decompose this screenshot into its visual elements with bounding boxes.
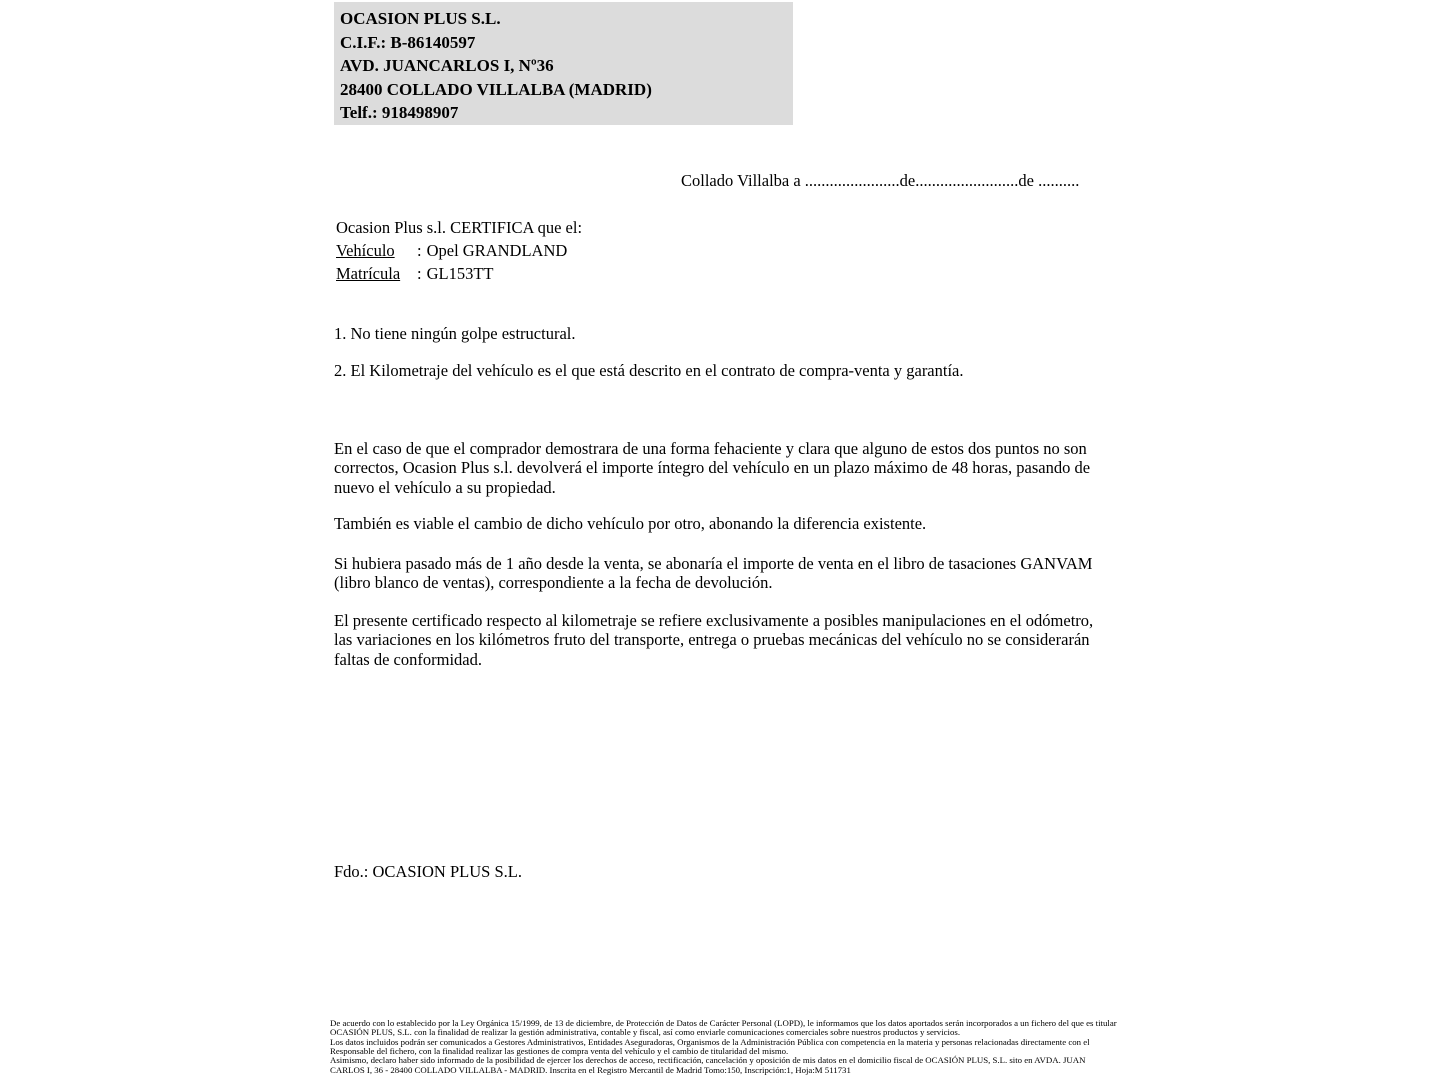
body-paragraph-odometer: El presente certificado respecto al kilometraje se refiere exclusivamente a posibles manipulaciones en el odómetro, las variaciones en los kilómetros fruto del transporte, entrega o pruebas mecánicas del vehículo no se considerarán faltas de conformidad. <box>334 611 1094 669</box>
legal-footer-line: OCASIÓN PLUS, S.L. con la finalidad de realizar la gestión administrativa, contable y fiscal, así como enviarle comunicaciones comerciales sobre nuestros productos y servicios. <box>330 1027 961 1038</box>
certification-block <box>336 216 582 286</box>
legal-footer-line: CARLOS I, 36 - 28400 COLLADO VILLALBA - MADRID. Inscrita en el Registro Mercantil de Madrid Tomo:150, Inscripción:1, Hoja:M 511731 <box>330 1064 851 1075</box>
company-header-box <box>334 2 793 125</box>
vehicle-field-separator: : <box>417 241 422 261</box>
vehicle-field-value: Opel GRANDLAND <box>426 241 568 261</box>
plate-field-label: Matrícula <box>336 264 401 284</box>
company-name: OCASION PLUS S.L. <box>340 9 501 28</box>
legal-footer <box>330 1019 1117 1075</box>
legal-footer-line: Los datos incluidos podrán ser comunicados a Gestores Administrativos, Entidades Aseguradoras, Organismos de la Administración Pública con competencia en la materia y personas relacionadas directamente con el <box>330 1036 1090 1047</box>
vehicle-field-row <box>336 239 582 262</box>
certification-intro: Ocasion Plus s.l. CERTIFICA que el: <box>336 218 583 237</box>
company-address: AVD. JUANCARLOS I, Nº36 <box>340 56 554 76</box>
company-phone: Telf.: 918498907 <box>340 103 459 123</box>
date-line: Collado Villalba a .......................de.........................de .......... <box>681 171 1080 190</box>
legal-footer-line: Responsable del fichero, con la finalidad realizar las gestiones de compra venta del vehículo y el cambio de titularidad del mismo. <box>330 1046 789 1057</box>
certification-point-2: 2. El Kilometraje del vehículo es el que está descrito en el contrato de compra-venta y garantía. <box>334 361 964 380</box>
signature-line: Fdo.: OCASION PLUS S.L. <box>334 862 522 881</box>
legal-footer-line: De acuerdo con lo establecido por la Ley Orgánica 15/1999, de 13 de diciembre, de Protección de Datos de Carácter Personal (LOPD), le informamos que los datos aportados serán incorporados a un fichero del que es titular <box>330 1018 1117 1028</box>
vehicle-field-label: Vehículo <box>336 241 395 261</box>
body-paragraph-ganvam: Si hubiera pasado más de 1 año desde la venta, se abonaría el importe de venta en el libro de tasaciones GANVAM (libro blanco de ventas), correspondiente a la fecha de devolución. <box>334 554 1093 593</box>
plate-field-separator: : <box>417 264 422 284</box>
plate-field-row <box>336 262 582 285</box>
certification-point-1: 1. No tiene ningún golpe estructural. <box>334 324 576 343</box>
plate-field-value: GL153TT <box>426 264 494 284</box>
company-cif: C.I.F.: B-86140597 <box>340 32 476 52</box>
body-paragraph-exchange: También es viable el cambio de dicho vehículo por otro, abonando la diferencia existente. <box>334 514 927 533</box>
body-paragraph-refund: En el caso de que el comprador demostrara de una forma fehaciente y clara que alguno de estos dos puntos no son correctos, Ocasion Plus s.l. devolverá el importe íntegro del vehículo en un plazo máximo de 48 horas, pasando de nuevo el vehículo a su propiedad. <box>334 439 1091 497</box>
company-city: 28400 COLLADO VILLALBA (MADRID) <box>340 79 652 99</box>
legal-footer-line: Asimismo, declaro haber sido informado de la posibilidad de ejercer los derechos de acceso, rectificación, cancelación y oposición de mis datos en el domicilio fiscal de OCASIÓN PLUS, S.L. sito en AVDA. JUAN <box>330 1055 1086 1066</box>
